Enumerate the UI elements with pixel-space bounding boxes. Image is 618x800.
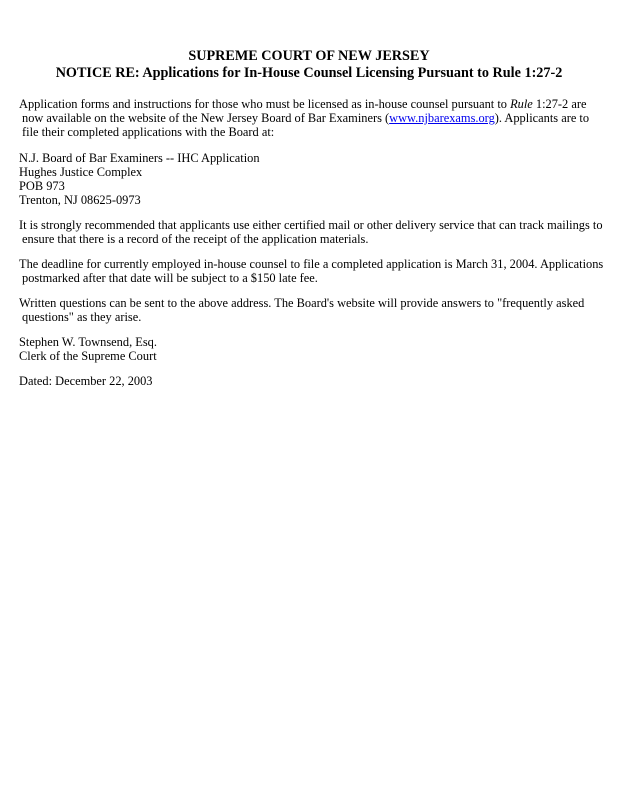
mailing-address [19,151,609,207]
signatory-title: Clerk of the Supreme Court [19,349,157,363]
deadline-line-2: postmarked after that date will be subject to a $150 late fee. [22,271,318,285]
intro-line-1 [19,97,609,111]
deadline-paragraph [19,257,609,285]
address-line: N.J. Board of Bar Examiners -- IHC Application [19,151,260,165]
recommendation-paragraph [19,218,609,246]
questions-line-1: Written questions can be sent to the above address. The Board's website will provide answers to "frequently asked [19,296,585,310]
intro-text-b: 1:27-2 are [532,97,587,111]
date-line [19,374,609,388]
intro-text-a: Application forms and instructions for those who must be licensed as in-house counsel pursuant to [19,97,511,111]
intro-text-c: now available on the website of the New Jersey Board of Bar Examiners ( [22,111,390,125]
signatory-name: Stephen W. Townsend, Esq. [19,335,157,349]
rule-italic: Rule [510,97,533,111]
dated-text: Dated: December 22, 2003 [19,374,153,388]
bar-exams-website-link[interactable]: www.njbarexams.org [389,111,495,125]
questions-line-2: questions" as they arise. [22,310,142,324]
address-line: POB 973 [19,179,65,193]
notice-title: NOTICE RE: Applications for In-House Counsel Licensing Pursuant to Rule 1:27-2 [55,65,563,81]
deadline-line-1: The deadline for currently employed in-house counsel to file a completed application is March 31, 2004. Applications [19,257,604,271]
intro-paragraph [19,97,609,139]
court-heading: SUPREME COURT OF NEW JERSEY [188,48,430,64]
address-line: Trenton, NJ 08625-0973 [19,193,141,207]
signature-block [19,335,609,363]
recommendation-line-2: ensure that there is a record of the receipt of the application materials. [22,232,369,246]
questions-paragraph [19,296,609,324]
intro-text-d: ). Applicants are to [494,111,590,125]
recommendation-line-1: It is strongly recommended that applicants use either certified mail or other delivery service that can track mailings to [19,218,603,232]
intro-line-3: file their completed applications with the Board at: [22,125,275,139]
intro-line-2 [19,111,609,125]
address-line: Hughes Justice Complex [19,165,143,179]
